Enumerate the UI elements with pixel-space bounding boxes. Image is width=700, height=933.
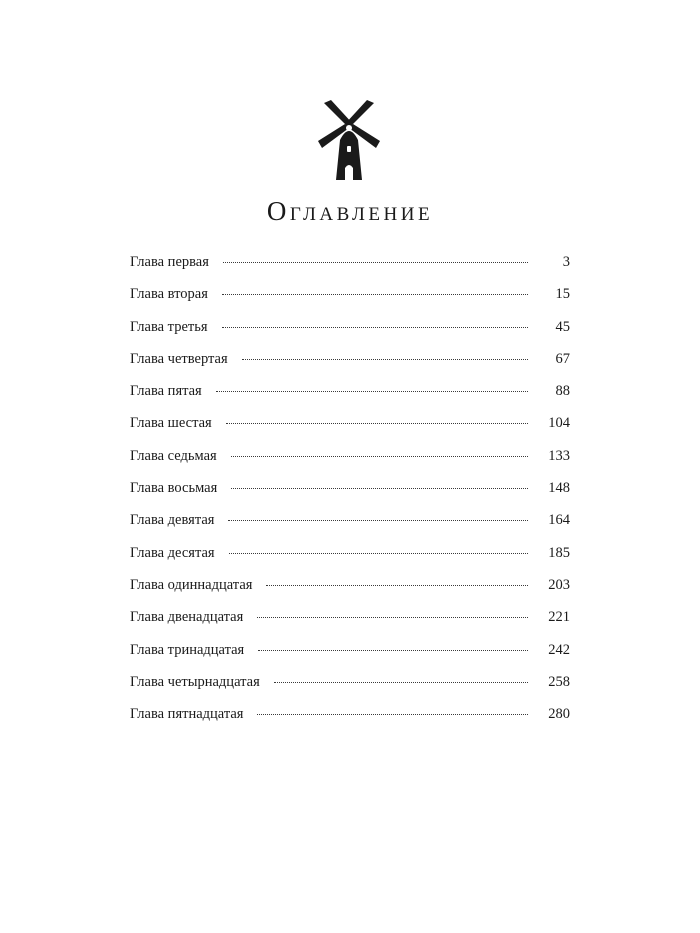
toc-entry[interactable] bbox=[130, 254, 570, 286]
toc-entry[interactable] bbox=[130, 706, 570, 738]
toc-entry-label: Глава седьмая bbox=[130, 447, 217, 464]
toc-entry-label: Глава девятая bbox=[130, 512, 215, 529]
toc-entry[interactable] bbox=[130, 351, 570, 383]
toc-entry-page-number: 203 bbox=[548, 576, 570, 593]
toc-entry-label: Глава вторая bbox=[130, 286, 208, 303]
toc-entry-label: Глава первая bbox=[130, 254, 209, 270]
toc-entry-label: Глава одиннадцатая bbox=[130, 576, 253, 593]
dot-leader bbox=[266, 585, 528, 586]
toc-entry[interactable] bbox=[130, 448, 570, 480]
toc-entry-label: Глава четвертая bbox=[130, 350, 228, 367]
dot-leader bbox=[257, 617, 528, 618]
dot-leader bbox=[258, 650, 528, 651]
dot-leader bbox=[231, 488, 528, 489]
dot-leader bbox=[274, 682, 528, 683]
table-of-contents bbox=[130, 254, 570, 738]
toc-entry[interactable] bbox=[130, 642, 570, 674]
toc-entry-page-number: 221 bbox=[548, 609, 570, 626]
dot-leader bbox=[216, 391, 528, 392]
dot-leader bbox=[228, 520, 528, 521]
toc-entry-page-number: 45 bbox=[555, 318, 570, 335]
toc-entry-page-number: 133 bbox=[548, 447, 570, 464]
toc-entry[interactable] bbox=[130, 480, 570, 512]
dot-leader bbox=[231, 456, 528, 457]
toc-entry-label: Глава пятая bbox=[130, 383, 202, 400]
toc-entry[interactable] bbox=[130, 577, 570, 609]
toc-entry-label: Глава шестая bbox=[130, 415, 212, 432]
toc-entry-page-number: 280 bbox=[548, 706, 570, 723]
dot-leader bbox=[257, 714, 528, 715]
toc-entry-page-number: 15 bbox=[555, 286, 570, 303]
toc-entry[interactable] bbox=[130, 512, 570, 544]
toc-entry-page-number: 164 bbox=[548, 512, 570, 529]
dot-leader bbox=[229, 553, 528, 554]
toc-entry[interactable] bbox=[130, 319, 570, 351]
dot-leader bbox=[223, 262, 528, 263]
dot-leader bbox=[222, 327, 529, 328]
toc-entry-label: Глава четырнадцатая bbox=[130, 673, 260, 690]
toc-entry-page-number: 258 bbox=[548, 673, 570, 690]
toc-entry-page-number: 3 bbox=[562, 254, 570, 270]
dot-leader bbox=[242, 359, 528, 360]
windmill-icon bbox=[318, 100, 380, 182]
toc-entry-page-number: 242 bbox=[548, 641, 570, 658]
toc-entry-page-number: 104 bbox=[548, 415, 570, 432]
toc-entry-label: Глава пятнадцатая bbox=[130, 706, 244, 723]
toc-entry-label: Глава тринадцатая bbox=[130, 641, 245, 658]
toc-entry-page-number: 185 bbox=[548, 544, 570, 561]
toc-entry[interactable] bbox=[130, 674, 570, 706]
toc-entry[interactable] bbox=[130, 415, 570, 447]
toc-entry-page-number: 148 bbox=[548, 480, 570, 497]
page-title: Оглавление bbox=[266, 196, 434, 226]
toc-entry-label: Глава третья bbox=[130, 318, 208, 335]
dot-leader bbox=[226, 423, 528, 424]
toc-entry[interactable] bbox=[130, 545, 570, 577]
toc-entry-label: Глава десятая bbox=[130, 544, 215, 561]
toc-entry[interactable] bbox=[130, 609, 570, 641]
toc-entry-label: Глава двенадцатая bbox=[130, 609, 244, 626]
toc-entry-page-number: 67 bbox=[555, 350, 570, 367]
toc-entry-label: Глава восьмая bbox=[130, 480, 218, 497]
toc-entry[interactable] bbox=[130, 286, 570, 318]
dot-leader bbox=[222, 294, 528, 295]
toc-entry-page-number: 88 bbox=[555, 383, 570, 400]
toc-entry[interactable] bbox=[130, 383, 570, 415]
